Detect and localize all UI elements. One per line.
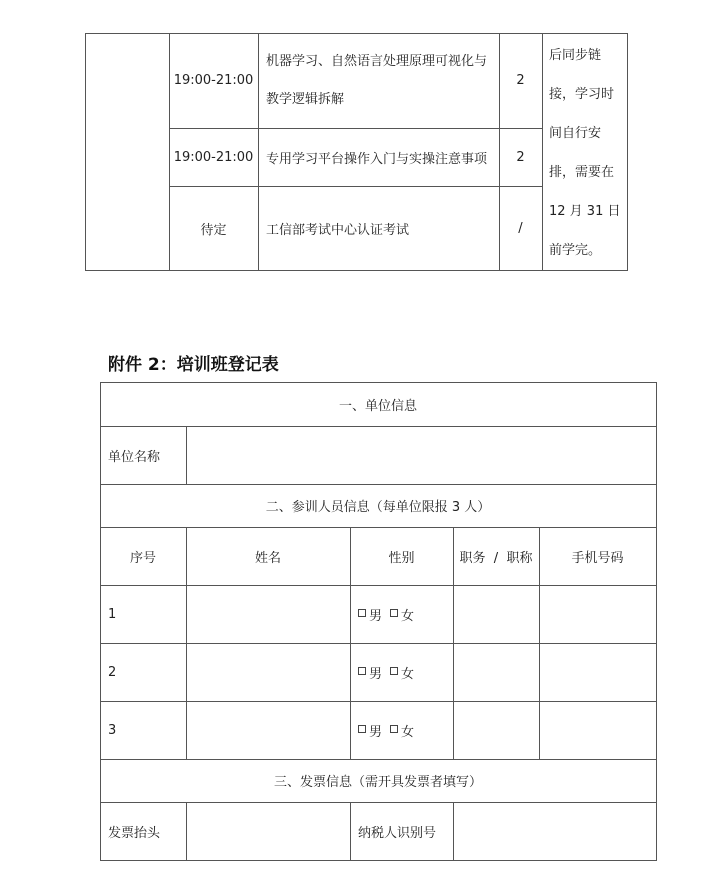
participant-phone-field[interactable] bbox=[540, 644, 656, 701]
female-label: 女 bbox=[401, 724, 415, 740]
schedule-topic-3: 工信部考试中心认证考试 bbox=[266, 222, 410, 238]
participant-position-field[interactable] bbox=[454, 586, 539, 643]
gender-options bbox=[350, 643, 453, 701]
schedule-time-3: 待定 bbox=[200, 222, 227, 238]
participant-no: 2 bbox=[108, 664, 117, 680]
gender-options bbox=[350, 701, 453, 759]
appendix-title: 附件 2：培训班登记表 bbox=[108, 355, 279, 375]
male-label: 男 bbox=[369, 666, 383, 682]
male-checkbox[interactable] bbox=[358, 667, 366, 675]
female-checkbox[interactable] bbox=[390, 725, 398, 733]
taxpayer-id-field[interactable] bbox=[454, 803, 656, 860]
participant-name-field[interactable] bbox=[187, 644, 350, 701]
schedule-time-1: 19:00-21:00 bbox=[173, 73, 254, 88]
schedule-topic-2: 专用学习平台操作入门与实操注意事项 bbox=[266, 151, 488, 167]
header-position: 职务 / 职称 bbox=[459, 550, 533, 566]
invoice-title-label: 发票抬头 bbox=[108, 825, 161, 841]
schedule-note: 后同步链 接，学习时 间自行安 排，需要在 12 月 31 日 前学完。 bbox=[549, 48, 621, 258]
unit-name-field[interactable] bbox=[187, 427, 656, 484]
male-checkbox[interactable] bbox=[358, 725, 366, 733]
schedule-hours-2: 2 bbox=[516, 149, 525, 165]
invoice-title-field[interactable] bbox=[187, 803, 350, 860]
header-no: 序号 bbox=[129, 550, 156, 566]
header-name: 姓名 bbox=[254, 550, 281, 566]
taxpayer-id-label: 纳税人识别号 bbox=[358, 825, 437, 841]
gender-options bbox=[350, 585, 453, 643]
participant-position-field[interactable] bbox=[454, 702, 539, 759]
male-checkbox[interactable] bbox=[358, 609, 366, 617]
section-participant-info: 二、参训人员信息（每单位限报 3 人） bbox=[265, 500, 491, 515]
section-invoice-info: 三、发票信息（需开具发票者填写） bbox=[273, 775, 482, 790]
schedule-time-2: 19:00-21:00 bbox=[173, 149, 254, 165]
male-label: 男 bbox=[369, 724, 383, 740]
section-unit-info: 一、单位信息 bbox=[338, 398, 417, 414]
participant-name-field[interactable] bbox=[187, 586, 350, 643]
unit-name-label: 单位名称 bbox=[108, 449, 161, 465]
female-label: 女 bbox=[401, 666, 415, 682]
female-checkbox[interactable] bbox=[390, 667, 398, 675]
participant-no: 1 bbox=[108, 606, 117, 622]
schedule-hours-1: 2 bbox=[516, 73, 525, 88]
participant-name-field[interactable] bbox=[187, 702, 350, 759]
schedule-topic-1: 机器学习、自然语言处理原理可视化与 教学逻辑拆解 bbox=[266, 53, 488, 107]
header-gender: 性别 bbox=[388, 550, 415, 566]
female-label: 女 bbox=[401, 608, 415, 624]
participant-no: 3 bbox=[108, 722, 117, 738]
participant-phone-field[interactable] bbox=[540, 586, 656, 643]
header-phone: 手机号码 bbox=[571, 550, 624, 566]
male-label: 男 bbox=[369, 608, 383, 624]
female-checkbox[interactable] bbox=[390, 609, 398, 617]
participant-phone-field[interactable] bbox=[540, 702, 656, 759]
schedule-hours-3: / bbox=[518, 220, 523, 236]
participant-position-field[interactable] bbox=[454, 644, 539, 701]
